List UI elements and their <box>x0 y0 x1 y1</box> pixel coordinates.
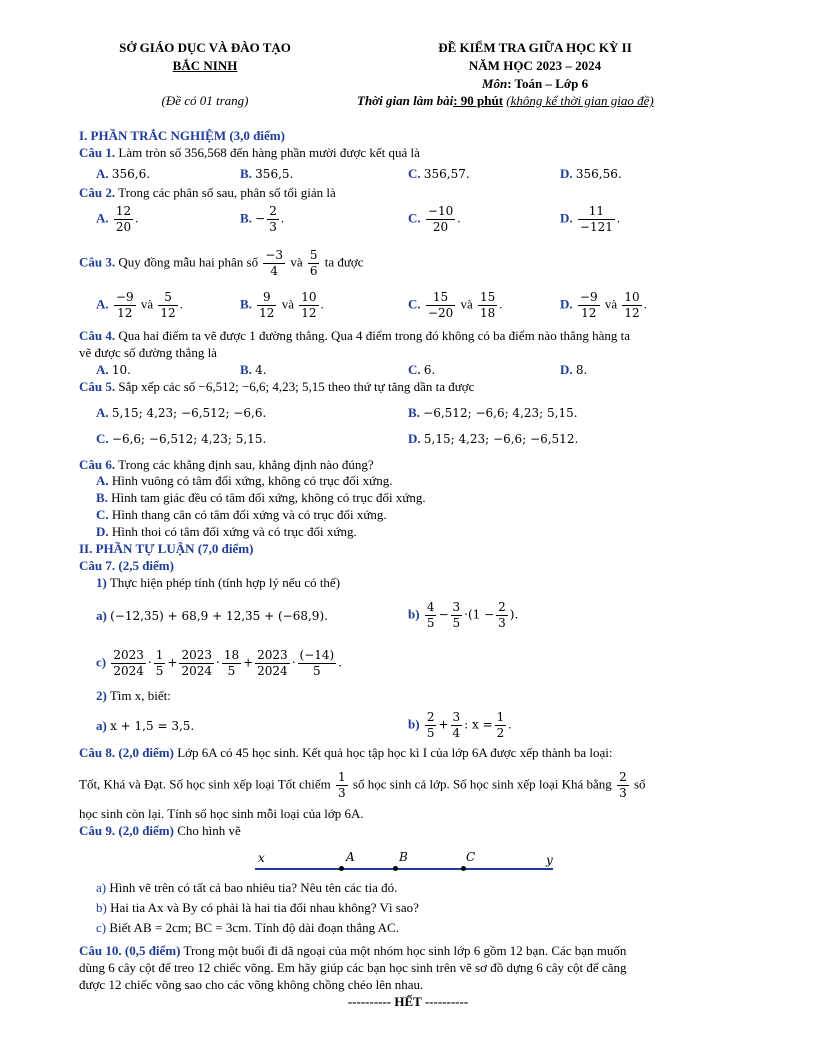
q7-1b: b) $\frac{4}{5}$ − $\frac{3}{5}$ ·(1 − $\frac{2}{3}$ ). <box>408 600 519 630</box>
q9-c: c) Biết AB = 2cm; BC = 3cm. Tính độ dài đoạn thẳng AC. <box>96 920 399 935</box>
q1-option-c: C. 356,57. <box>408 166 470 181</box>
section2-title: II. PHẦN TỰ LUẬN (7,0 điểm) <box>79 541 254 556</box>
q4-stem-line1: Câu 4. Qua hai điểm ta vẽ được 1 đường thẳng. Qua 4 điểm trong đó không có ba điểm nào thẳng hàng ta <box>79 328 630 343</box>
q5-option-d: D. 5,15; 4,23; −6,6; −6,512. <box>408 431 579 446</box>
label-b: B <box>399 850 408 864</box>
q4-option-d: D. 8. <box>560 362 588 377</box>
point-c-dot <box>461 866 466 871</box>
exam-title: ĐỀ KIỂM TRA GIỮA HỌC KỲ II <box>438 40 632 55</box>
q6-option-d: D. Hình thoi có tâm đối xứng và có trục đối xứng. <box>96 524 357 539</box>
q1-stem: Câu 1. Làm tròn số 356,568 đến hàng phần mười được kết quả là <box>79 145 420 160</box>
q6-option-c: C. Hình thang cân có tâm đối xứng và có trục đối xứng. <box>96 507 387 522</box>
exam-time: Thời gian làm bài: 90 phút (không kể thời gian giao đề) <box>357 93 654 108</box>
q5-option-a: A. 5,15; 4,23; −6,512; −6,6. <box>96 405 267 420</box>
q8-line1: Câu 8. (2,0 điểm) Lớp 6A có 45 học sinh. Kết quả học tập học kì I của lớp 6A được xếp thành ba loại: <box>79 745 613 760</box>
q4-stem-line2: vẽ được số đường thẳng là <box>79 345 217 360</box>
q6-stem: Câu 6. Trong các khẳng định sau, khẳng định nào đúng? <box>79 457 374 472</box>
q7-label: Câu 7. (2,5 điểm) <box>79 558 174 573</box>
exam-subject: Môn: Toán – Lớp 6 <box>481 76 589 91</box>
q2-option-c: C. $\frac{-10}{20}$ . <box>408 204 461 234</box>
q7-2a: a) x + 1,5 = 3,5. <box>96 718 195 733</box>
q1-option-b: B. 356,5. <box>240 166 294 181</box>
q10-line3: được 12 chiếc võng sao cho các võng không chồng chéo lên nhau. <box>79 977 424 992</box>
province-name: BẮC NINH <box>172 58 238 73</box>
q7-part1: 1) Thực hiện phép tính (tính hợp lý nếu có thể) <box>96 575 341 590</box>
q9-b: b) Hai tia Ax và By có phải là hai tia đối nhau không? Vì sao? <box>96 900 419 915</box>
q9-a: a) Hình vẽ trên có tất cả bao nhiêu tia? Nêu tên các tia đó. <box>96 880 398 895</box>
q1-option-a: A. 356,6. <box>96 166 151 181</box>
point-b-dot <box>393 866 398 871</box>
q4-option-a: A. 10. <box>96 362 131 377</box>
q2-option-d: D. $\frac{11}{-121}$ . <box>560 204 621 234</box>
label-c: C <box>466 850 476 864</box>
q3-stem: Câu 3. Quy đồng mẫu hai phân số $\frac{-3}{4}$ và $\frac{5}{6}$ ta được <box>79 248 364 278</box>
q6-option-a: A. Hình vuông có tâm đối xứng, không có trục đối xứng. <box>96 473 393 488</box>
q7-1c: c) $\frac{2023}{2024}$ · $\frac{1}{5}$ + $\frac{2023}{2024}$ · $\frac{18}{5}$ + $\frac{2023}{2024}$ · $\frac{(-14)}{5}$ . <box>96 648 343 678</box>
pages-note: (Đề có 01 trang) <box>161 93 249 108</box>
q3-option-d: D. $\frac{-9}{12}$ và $\frac{10}{12}$ . <box>560 290 647 320</box>
q7-1a: a) (−12,35) + 68,9 + 12,35 + (−68,9). <box>96 608 328 623</box>
q4-option-b: B. 4. <box>240 362 267 377</box>
q2-option-a: A. $\frac{12}{20}$ . <box>96 204 139 234</box>
q5-option-b: B. −6,512; −6,6; 4,23; 5,15. <box>408 405 578 420</box>
point-a-dot <box>339 866 344 871</box>
q6-option-b: B. Hình tam giác đều có tâm đối xứng, không có trục đối xứng. <box>96 490 426 505</box>
q2-option-b: B. − $\frac{2}{3}$ . <box>240 204 285 234</box>
section1-title: I. PHẦN TRẮC NGHIỆM (3,0 điểm) <box>79 128 285 143</box>
figure-line-xy <box>255 868 553 870</box>
exam-year: NĂM HỌC 2023 – 2024 <box>468 58 602 73</box>
q8-line3: học sinh còn lại. Tính số học sinh mỗi loại của lớp 6A. <box>79 806 364 821</box>
q3-option-c: C. $\frac{15}{-20}$ và $\frac{15}{18}$ . <box>408 290 503 320</box>
q8-line2: Tốt, Khá và Đạt. Số học sinh xếp loại Tốt chiếm $\frac{1}{3}$ số học sinh cả lớp. Số học sinh xếp loại Khá bằng $\frac{2}{3}$ số <box>79 770 646 800</box>
label-a: A <box>346 850 355 864</box>
q3-option-a: A. $\frac{-9}{12}$ và $\frac{5}{12}$ . <box>96 290 183 320</box>
label-y: y <box>546 853 553 867</box>
q5-stem: Câu 5. Sắp xếp các số −6,512; −6,6; 4,23; 5,15 theo thứ tự tăng dần ta được <box>79 379 475 394</box>
q7-part2: 2) Tìm x, biết: <box>96 688 171 703</box>
q2-stem: Câu 2. Trong các phân số sau, phân số tối giản là <box>79 185 336 200</box>
q7-2b: b) $\frac{2}{5}$ + $\frac{3}{4}$ : x = $\frac{1}{2}$ . <box>408 710 512 740</box>
q9-stem: Câu 9. (2,0 điểm) Cho hình vẽ <box>79 823 241 838</box>
dept-name: SỞ GIÁO DỤC VÀ ĐÀO TẠO <box>119 40 291 55</box>
q5-option-c: C. −6,6; −6,512; 4,23; 5,15. <box>96 431 267 446</box>
q4-option-c: C. 6. <box>408 362 436 377</box>
q10-line2: dùng 6 cây cột để treo 12 chiếc võng. Em hãy giúp các bạn học sinh trên vẽ sơ đồ dựng 6 cây cột để căng <box>79 960 627 975</box>
end-marker: ---------- HẾT ---------- <box>347 994 469 1009</box>
q3-option-b: B. $\frac{9}{12}$ và $\frac{10}{12}$ . <box>240 290 324 320</box>
q10-line1: Câu 10. (0,5 điểm) Trong một buổi đi dã ngoại của một nhóm học sinh lớp 6 gồm 12 bạn. Các bạn muốn <box>79 943 627 958</box>
q1-option-d: D. 356,56. <box>560 166 622 181</box>
label-x: x <box>258 851 265 865</box>
